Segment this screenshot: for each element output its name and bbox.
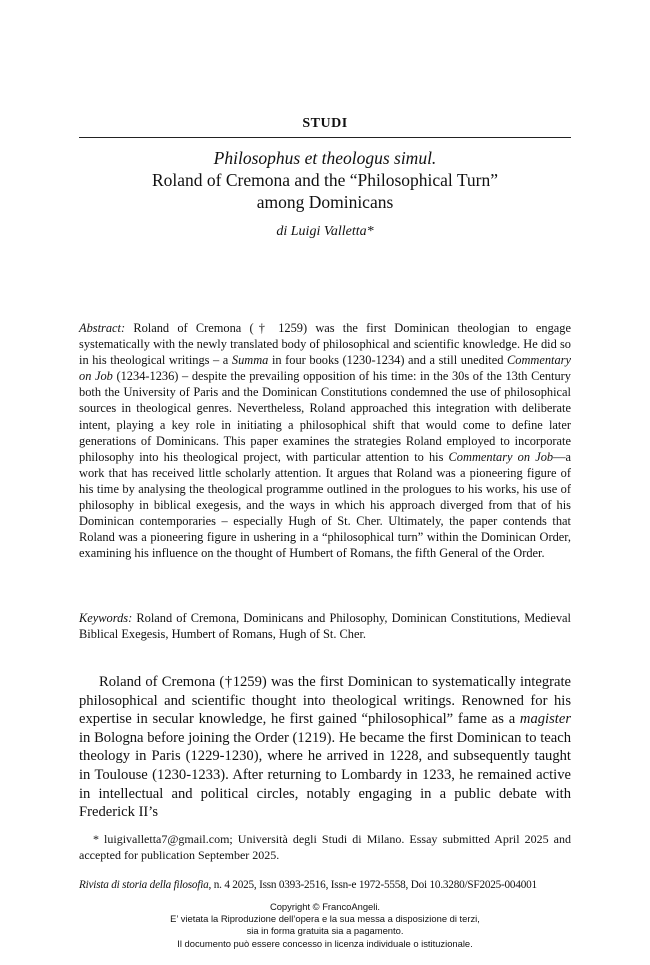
keywords	[79, 610, 571, 642]
body-text-1: Roland of Cremona (†1259) was the first Dominican to systematically integrate philosophical and scientific thought into theological writings. Renowned for his expertise in secular knowledge, he first gained “philosophical” fame as a	[79, 674, 571, 728]
copyright-line-3: sia in forma gratuita sia a pagamento.	[246, 925, 404, 937]
author-byline: di Luigi Valletta*	[276, 224, 374, 239]
header-rule	[79, 137, 571, 138]
abstract-text-4: —a work that has received little scholarly attention. It argues that Roland was a pioneering figure of his time by analysing the theological programme outlined in the prologues to his works, his use of philosophy in biblical exegesis, and the ways in which his approach diverged from that of his Dominican contemporaries – especially Hugh of St. Cher. Ultimately, the paper contends that Roland was a pioneering figure in ushering in a “philosophical turn” within the Dominican Order, examining his influence on the thought of Humbert of Romans, the fifth General of the Order.	[79, 449, 571, 561]
title-line-1: Philosophus et theologus simul.	[213, 148, 437, 168]
body-text-2: in Bologna before joining the Order (1219). He became the first Dominican to teach theology in Paris (1229-1230), where he arrived in 1228, and subsequently taught in Toulouse (1230-1233). After returning to Lombardy in 1233, he remained active in intellectual and political circles, notably engaging in a public debate with Frederick II’s	[79, 729, 571, 821]
abstract-summa: Summa	[231, 353, 269, 368]
journal-details: , n. 4 2025, Issn 0393-2516, Issn-e 1972-5558, Doi 10.3280/SF2025-004001	[208, 879, 537, 891]
abstract-text-2: in four books (1230-1234) and a still unedited	[268, 353, 507, 368]
title-line-3: among Dominicans	[256, 192, 394, 212]
abstract-text-1: Roland of Cremona († 1259) was the first Dominican theologian to engage systematically with the newly translated body of philosophical and scientific knowledge. He did so in his theological writings – a	[79, 321, 571, 368]
abstract-commentary-2: Commentary on Job	[448, 449, 554, 464]
section-label: STUDI	[302, 116, 348, 131]
author-footnote: * luigivalletta7@gmail.com; Università degli Studi di Milano. Essay submitted April 2025 and accepted for publication September 2025.	[79, 832, 571, 862]
keywords-text: Roland of Cremona, Dominicans and Philosophy, Dominican Constitutions, Medieval Biblical Exegesis, Humbert of Romans, Hugh of St. Cher.	[79, 611, 571, 642]
copyright-line-1: Copyright © FrancoAngeli.	[269, 901, 381, 912]
title-line-2: Roland of Cremona and the “Philosophical Turn”	[151, 170, 499, 190]
abstract	[79, 320, 571, 561]
copyright-line-2: E’ vietata la Riproduzione dell’opera e la sua messa a disposizione di terzi,	[170, 913, 480, 925]
abstract-commentary-1: Commentary on Job	[79, 353, 571, 384]
copyright-line-4: Il documento può essere concesso in licenza individuale o istituzionale.	[177, 937, 473, 949]
journal-name: Rivista di storia della filosofia	[79, 879, 209, 891]
journal-citation	[79, 879, 599, 891]
abstract-label: Abstract:	[79, 321, 126, 335]
copyright-notice	[0, 901, 650, 950]
keywords-label: Keywords:	[79, 611, 133, 625]
abstract-text-3: (1234-1236) – despite the prevailing opposition of his time: in the 30s of the 13th Century both the University of Paris and the Dominican Constitutions condemned the use of philosophical sources in theological genres. Nevertheless, Roland approached this integration with deliberate intent, playing a key role in initiating a philosophical shift that would come to define later generations of Dominicans. This paper examines the strategies Roland employed to incorporate philosophy into his theological project, with particular attention to his	[79, 369, 571, 464]
body-paragraph	[79, 673, 571, 822]
body-magister: magister	[519, 711, 571, 728]
article-title	[0, 147, 650, 213]
